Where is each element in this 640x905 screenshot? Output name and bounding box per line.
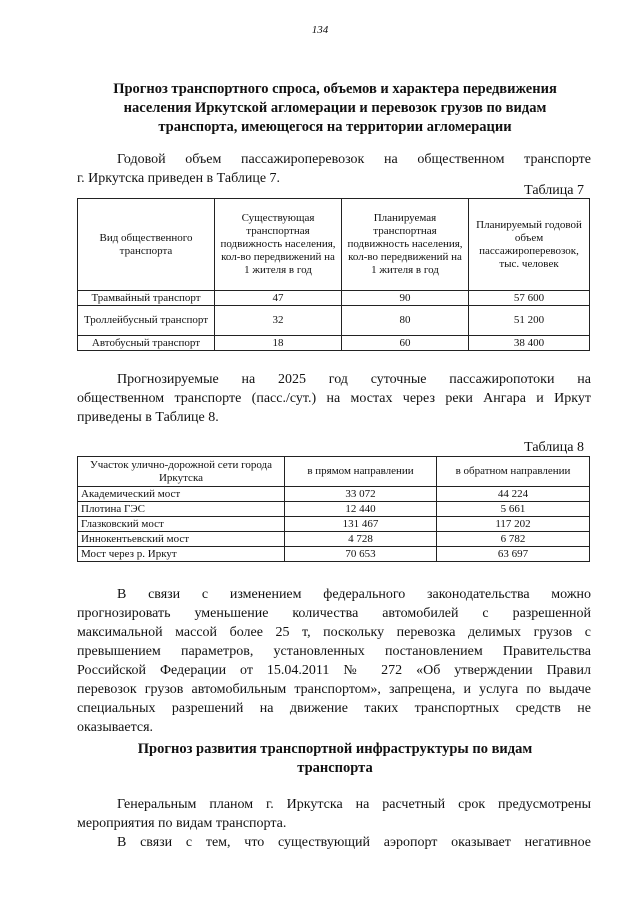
text-line: г. Иркутска приведен в Таблице 7. (77, 171, 281, 186)
table-cell: 63 697 (437, 547, 590, 562)
table-cell: Автобусный транспорт (78, 336, 215, 351)
table-cell: 131 467 (285, 517, 437, 532)
table-8 (77, 456, 590, 562)
table-cell: 32 (215, 306, 342, 336)
text-line: Прогнозируемые на 2025 год суточные пассажиропотоки на (117, 372, 591, 387)
paragraph-annual-volume (77, 150, 591, 188)
text-line: прогнозировать уменьшение количества автомобилей с разрешенной (77, 606, 591, 621)
table-cell: Троллейбусный транспорт (78, 306, 215, 336)
paragraph-passenger-flows (77, 370, 591, 427)
table-7-caption: Таблица 7 (524, 183, 584, 198)
table-cell: 117 202 (437, 517, 590, 532)
table-cell: 12 440 (285, 502, 437, 517)
column-header: Планируемая транспортная подвижность населения, кол-во передвижений на 1 жителя в год (342, 199, 469, 291)
table-cell: Плотина ГЭС (78, 502, 285, 517)
text-line: В связи с изменением федерального законодательства можно (117, 587, 591, 602)
table-cell: 70 653 (285, 547, 437, 562)
table-cell: 5 661 (437, 502, 590, 517)
page-number: 134 (311, 24, 329, 36)
column-header: Вид общественного транспорта (78, 199, 215, 291)
table-row (78, 291, 590, 306)
heading-line: транспорта (297, 760, 373, 776)
table-row (78, 487, 590, 502)
text-line: Российской Федерации от 15.04.2011 № 272 «Об утверждении Правил (77, 663, 591, 678)
column-header: Участок улично-дорожной сети города Иркутска (78, 457, 285, 487)
heading-line: населения Иркутской агломерации и перевозок грузов по видам (123, 100, 547, 116)
text-line: превышением параметров, установленных постановлением Правительства (77, 644, 591, 659)
text-line: специальных разрешений на движение таких транспортных средств не (77, 701, 591, 716)
table-cell: 6 782 (437, 532, 590, 547)
table-row (78, 547, 590, 562)
table-cell: Иннокентьевский мост (78, 532, 285, 547)
table-cell: 90 (342, 291, 469, 306)
table-cell: 44 224 (437, 487, 590, 502)
section-heading-transport-demand (100, 80, 570, 137)
table-cell: 4 728 (285, 532, 437, 547)
column-header: Планируемый годовой объем пассажироперевозок, тыс. человек (469, 199, 590, 291)
column-header: в прямом направлении (285, 457, 437, 487)
heading-line: Прогноз развития транспортной инфраструктуры по видам (137, 741, 533, 757)
heading-line: Прогноз транспортного спроса, объемов и характера передвижения (113, 81, 557, 97)
table-cell: 18 (215, 336, 342, 351)
table-cell: 57 600 (469, 291, 590, 306)
text-line: Годовой объем пассажироперевозок на общественном транспорте (117, 152, 591, 167)
table-cell: Трамвайный транспорт (78, 291, 215, 306)
table-cell: 38 400 (469, 336, 590, 351)
table-row (78, 336, 590, 351)
paragraph-legislation (77, 585, 591, 737)
table-cell: 33 072 (285, 487, 437, 502)
table-cell: Глазковский мост (78, 517, 285, 532)
table-cell: 47 (215, 291, 342, 306)
table-cell: 80 (342, 306, 469, 336)
text-line: приведены в Таблице 8. (77, 410, 219, 425)
section-heading-infrastructure (100, 740, 570, 778)
text-line: оказывается. (77, 720, 154, 735)
table-row (78, 502, 590, 517)
table-cell: 51 200 (469, 306, 590, 336)
paragraph-general-plan (77, 795, 591, 833)
table-header-row (78, 199, 590, 291)
table-row (78, 517, 590, 532)
text-line: В связи с тем, что существующий аэропорт оказывает негативное (117, 835, 591, 850)
table-7 (77, 198, 590, 351)
column-header: Существующая транспортная подвижность населения, кол-во передвижений на 1 жителя в год (215, 199, 342, 291)
column-header: в обратном направлении (437, 457, 590, 487)
table-cell: 60 (342, 336, 469, 351)
text-line: мероприятия по видам транспорта. (77, 816, 287, 831)
text-line: перевозок грузов автомобильным транспортом», запрещена, и услуга по выдаче (77, 682, 591, 697)
table-cell: Мост через р. Иркут (78, 547, 285, 562)
table-cell: Академический мост (78, 487, 285, 502)
table-header-row (78, 457, 590, 487)
table-row (78, 532, 590, 547)
table-8-caption: Таблица 8 (524, 440, 584, 455)
text-line: общественном транспорте (пасс./сут.) на мостах через реки Ангара и Иркут (77, 391, 591, 406)
text-line: максимальной массой более 25 т, поскольку перевозка делимых грузов с (77, 625, 591, 640)
text-line: Генеральным планом г. Иркутска на расчетный срок предусмотрены (117, 797, 591, 812)
table-row (78, 306, 590, 336)
paragraph-airport (77, 833, 591, 852)
heading-line: транспорта, имеющегося на территории агломерации (158, 119, 512, 135)
